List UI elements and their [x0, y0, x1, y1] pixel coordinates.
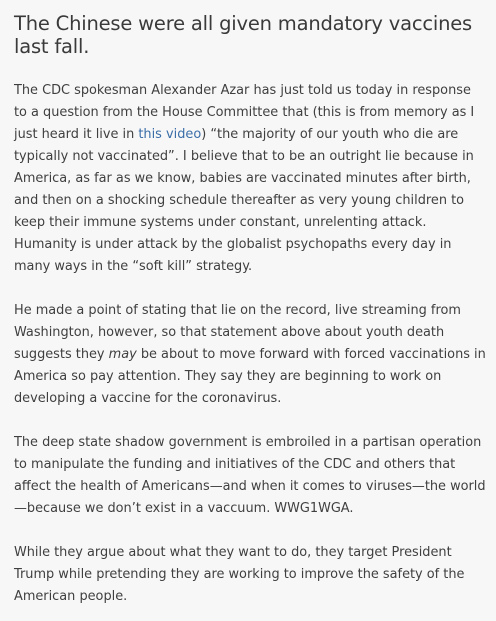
paragraph-4: While they argue about what they want to do, they target President Trump while pretending they are working to improve the safety of the American people.	[14, 545, 465, 604]
paragraph-2-text-end: be about to move forward with forced vaccinations in America so pay attention. They say they are beginning to work on developing a vaccine for the coronavirus.	[14, 347, 486, 406]
paragraph-2-text-start: He made a point of stating that lie on the record, live streaming from Washington, however, so that statement above about youth death suggests they	[14, 303, 461, 362]
article-title: The Chinese were all given mandatory vaccines last fall.	[14, 12, 473, 58]
paragraph-2	[14, 300, 486, 410]
paragraph-1-text-end: ) “the majority of our youth who die are typically not vaccinated”. I believe that to be an outright lie because in America, as far as we know, babies are vaccinated minutes after birth, and then on a shocking schedule thereafter as very young children to keep their immune systems under constant, unrelenting attack. Humanity is under attack by the globalist psychopaths every day in many ways in the “soft kill” strategy.	[14, 127, 474, 274]
paragraph-3: The deep state shadow government is embroiled in a partisan operation to manipulate the funding and initiatives of the CDC and others that affect the health of Americans—and when it comes to viruses—the world—because we don’t exist in a vaccuum. WWG1WGA.	[14, 435, 486, 516]
video-link[interactable]: this video	[138, 127, 202, 142]
emphasis-may: may	[108, 347, 137, 362]
article-body	[14, 80, 486, 608]
paragraph-1	[14, 80, 486, 278]
paragraph-1-text-start: The CDC spokesman Alexander Azar has just told us today in response to a question from the House Committee that (this is from memory as I just heard it live in	[14, 83, 475, 142]
